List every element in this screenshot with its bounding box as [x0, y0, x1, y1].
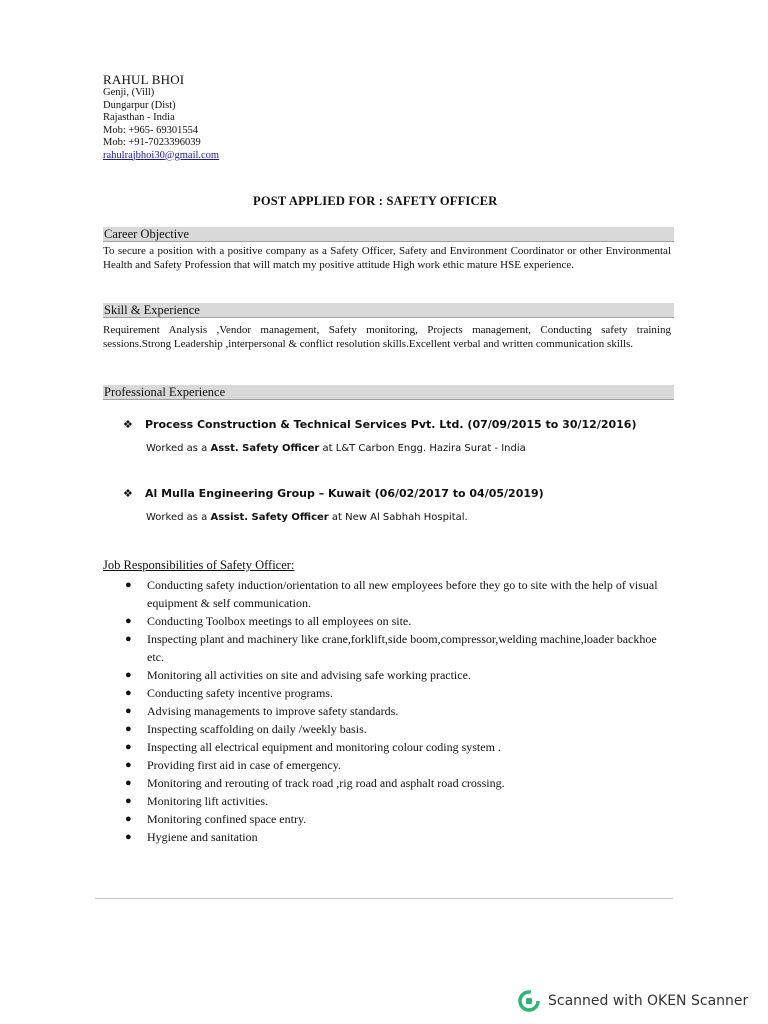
- address-line-district: Dungarpur (Dist): [103, 99, 176, 111]
- bullet-icon: ●: [125, 615, 132, 627]
- responsibilities-heading: Job Responsibilities of Safety Officer:: [103, 558, 295, 572]
- responsibility-text: Inspecting plant and machinery like crane,forklift,side boom,compressor,welding machine,loader backhoe etc.: [147, 632, 657, 664]
- responsibilities-list: [103, 576, 673, 846]
- skills-heading: Skill & Experience: [103, 303, 674, 318]
- responsibility-text: Monitoring all activities on site and advising safe working practice.: [147, 668, 471, 682]
- diamond-bullet-icon: ❖: [123, 487, 133, 500]
- job-entry: [123, 418, 663, 454]
- bullet-icon: ●: [125, 633, 132, 645]
- responsibility-text: Conducting Toolbox meetings to all employees on site.: [147, 614, 412, 628]
- responsibility-item: [103, 576, 673, 612]
- responsibility-item: [103, 720, 673, 738]
- responsibility-text: Monitoring lift activities.: [147, 794, 268, 808]
- skills-text: Requirement Analysis ,Vendor management, Safety monitoring, Projects management, Conducting safety training sessions.Strong Leadership ,interpersonal & conflict resolution skills.Excellent verbal and written communication skills.: [103, 324, 671, 350]
- responsibility-item: [103, 774, 673, 792]
- bullet-icon: ●: [125, 759, 132, 771]
- post-applied-title: POST APPLIED FOR : SAFETY OFFICER: [253, 194, 498, 208]
- responsibility-text: Conducting safety induction/orientation to all new employees before they go to site with the help of visual equipment & self communication.: [147, 578, 658, 610]
- bullet-icon: ●: [125, 669, 132, 681]
- responsibility-text: Inspecting scaffolding on daily /weekly basis.: [147, 722, 367, 736]
- responsibility-item: [103, 630, 673, 666]
- responsibility-item: [103, 666, 673, 684]
- job-role-line: Worked as a Asst. Safety Officer at L&T Carbon Engg. Hazira Surat - India: [146, 443, 526, 454]
- bullet-icon: ●: [125, 687, 132, 699]
- career-objective-text: To secure a position with a positive company as a Safety Officer, Safety and Environment Coordinator or other Environmental Health and Safety Profession that will match my positive attitude High work ethic mature HSE experience.: [103, 245, 671, 271]
- responsibility-text: Inspecting all electrical equipment and monitoring colour coding system .: [147, 740, 501, 754]
- bullet-icon: ●: [125, 831, 132, 843]
- responsibility-text: Hygiene and sanitation: [147, 830, 258, 844]
- job-heading: Process Construction & Technical Services Pvt. Ltd. (07/09/2015 to 30/12/2016): [145, 418, 637, 431]
- responsibility-item: [103, 792, 673, 810]
- bullet-icon: ●: [125, 579, 132, 591]
- job-heading: Al Mulla Engineering Group – Kuwait (06/02/2017 to 04/05/2019): [145, 487, 544, 500]
- job-role-line: Worked as a Assist. Safety Officer at New Al Sabhah Hospital.: [146, 512, 468, 523]
- job-role: Assist. Safety Officer: [210, 512, 329, 523]
- bullet-icon: ●: [125, 813, 132, 825]
- responsibility-item: [103, 612, 673, 630]
- address-line-village: Genji, (Vill): [103, 87, 155, 98]
- job-role: Asst. Safety Officer: [210, 443, 320, 454]
- responsibility-item: [103, 810, 673, 828]
- bullet-icon: ●: [125, 795, 132, 807]
- responsibility-text: Monitoring confined space entry.: [147, 812, 307, 826]
- bullet-icon: ●: [125, 741, 132, 753]
- responsibility-item: [103, 828, 673, 846]
- mobile-kuwait: Mob: +965- 69301554: [103, 124, 199, 136]
- responsibility-text: Providing first aid in case of emergency.: [147, 758, 341, 772]
- responsibility-item: [103, 702, 673, 720]
- bullet-icon: ●: [125, 777, 132, 789]
- responsibility-item: [103, 684, 673, 702]
- responsibility-item: [103, 738, 673, 756]
- bullet-icon: ●: [125, 723, 132, 735]
- scanner-watermark: [518, 990, 748, 1012]
- responsibility-item: [103, 756, 673, 774]
- email-link[interactable]: rahulrajbhoi30@gmail.com: [103, 149, 220, 161]
- candidate-name: RAHUL BHOI: [103, 72, 185, 87]
- contact-block: [103, 72, 673, 162]
- professional-experience-heading: Professional Experience: [103, 385, 674, 400]
- footer-divider: [95, 898, 673, 899]
- oken-scanner-logo-icon: [518, 990, 540, 1012]
- responsibility-text: Monitoring and rerouting of track road ,rig road and asphalt road crossing.: [147, 776, 505, 790]
- diamond-bullet-icon: ❖: [123, 418, 133, 431]
- job-entry: [123, 487, 663, 523]
- address-line-state: Rajasthan - India: [103, 112, 175, 123]
- career-objective-heading: Career Objective: [103, 227, 674, 242]
- responsibility-text: Conducting safety incentive programs.: [147, 686, 333, 700]
- bullet-icon: ●: [125, 705, 132, 717]
- mobile-india: Mob: +91-7023396039: [103, 137, 201, 148]
- scanner-watermark-text: Scanned with OKEN Scanner: [548, 993, 749, 1009]
- responsibility-text: Advising managements to improve safety standards.: [147, 704, 399, 718]
